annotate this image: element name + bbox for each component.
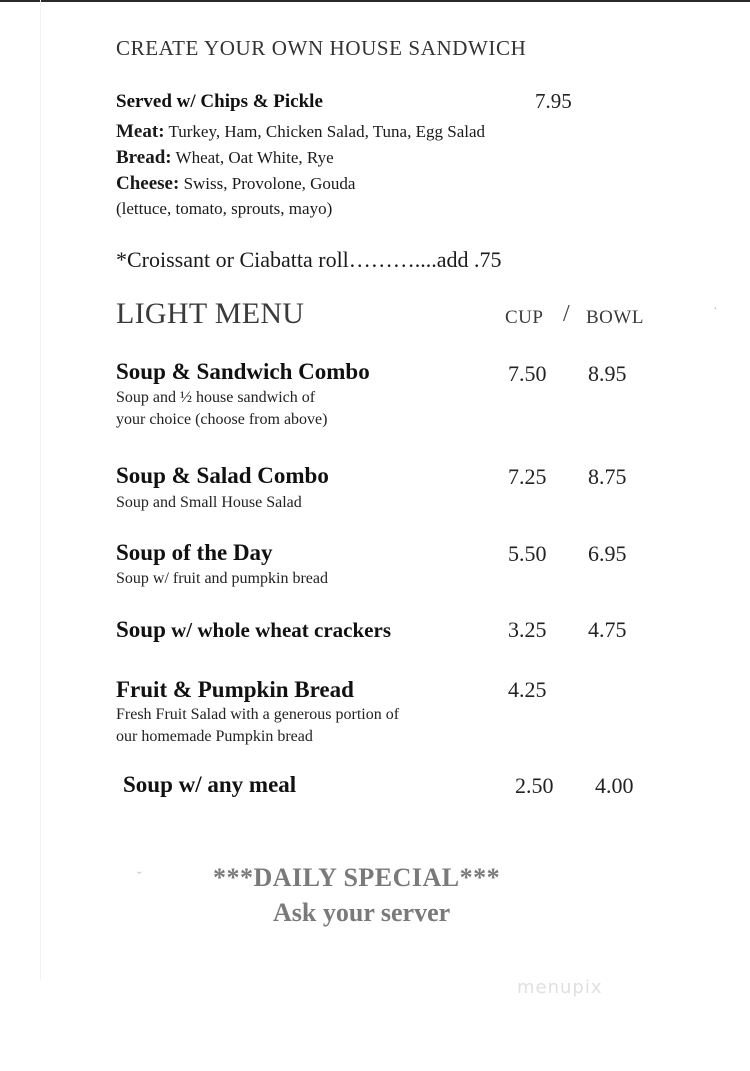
item-desc: our homemade Pumpkin bread <box>116 728 313 745</box>
item-desc: your choice (choose from above) <box>116 411 328 428</box>
cheese-options: Swiss, Provolone, Gouda <box>179 174 356 193</box>
item-name-part: Soup <box>116 617 166 642</box>
cup-price: 3.25 <box>508 617 547 642</box>
cup-column-header: CUP <box>505 307 544 328</box>
daily-special-heading: ***DAILY SPECIAL*** <box>213 863 501 892</box>
house-sandwich-title: CREATE YOUR OWN HOUSE SANDWICH <box>116 36 527 60</box>
scan-speck: · <box>713 302 718 317</box>
ask-your-server: Ask your server <box>273 898 451 927</box>
cup-price: 5.50 <box>508 541 547 566</box>
cheese-label: Cheese: <box>116 173 180 194</box>
bowl-column-header: BOWL <box>586 307 644 328</box>
scan-speck: ˘ <box>137 870 142 885</box>
page-edge-shadow <box>40 0 41 980</box>
column-separator: / <box>563 301 570 327</box>
item-soup-of-the-day: Soup of the Day <box>116 540 273 565</box>
bowl-price: 4.75 <box>588 617 627 642</box>
item-soup-sandwich-combo: Soup & Sandwich Combo <box>116 359 370 384</box>
item-desc: Soup and ½ house sandwich of <box>116 389 316 406</box>
croissant-addon: *Croissant or Ciabatta roll………....add .75 <box>116 247 502 272</box>
cup-price: 4.25 <box>508 677 547 702</box>
item-fruit-pumpkin-bread: Fruit & Pumpkin Bread <box>116 677 354 702</box>
bowl-price: 6.95 <box>588 541 627 566</box>
item-soup-any-meal: Soup w/ any meal <box>123 772 297 797</box>
served-with-label: Served w/ Chips & Pickle <box>116 91 323 112</box>
meat-line <box>116 121 485 143</box>
item-soup-salad-combo: Soup & Salad Combo <box>116 463 329 488</box>
item-name-part: w/ whole wheat crackers <box>165 618 391 642</box>
bread-options: Wheat, Oat White, Rye <box>171 148 334 167</box>
bowl-price: 8.95 <box>588 361 627 386</box>
cup-price: 2.50 <box>515 773 554 798</box>
light-menu-title: LIGHT MENU <box>116 297 305 330</box>
cup-price: 7.50 <box>508 361 547 386</box>
extras-line: (lettuce, tomato, sprouts, mayo) <box>116 199 333 218</box>
cup-price: 7.25 <box>508 464 547 489</box>
top-border <box>0 0 750 2</box>
bowl-price: 8.75 <box>588 464 627 489</box>
item-soup-crackers <box>116 617 391 643</box>
meat-label: Meat: <box>116 121 165 142</box>
watermark: menupix <box>517 977 603 998</box>
bowl-price: 4.00 <box>595 773 634 798</box>
cheese-line <box>116 173 355 195</box>
bread-label: Bread: <box>116 147 172 168</box>
house-sandwich-price: 7.95 <box>535 89 572 113</box>
item-desc: Fresh Fruit Salad with a generous portion of <box>116 706 400 723</box>
item-desc: Soup and Small House Salad <box>116 494 302 511</box>
meat-options: Turkey, Ham, Chicken Salad, Tuna, Egg Salad <box>164 122 486 141</box>
bread-line <box>116 147 334 169</box>
item-desc: Soup w/ fruit and pumpkin bread <box>116 570 328 587</box>
